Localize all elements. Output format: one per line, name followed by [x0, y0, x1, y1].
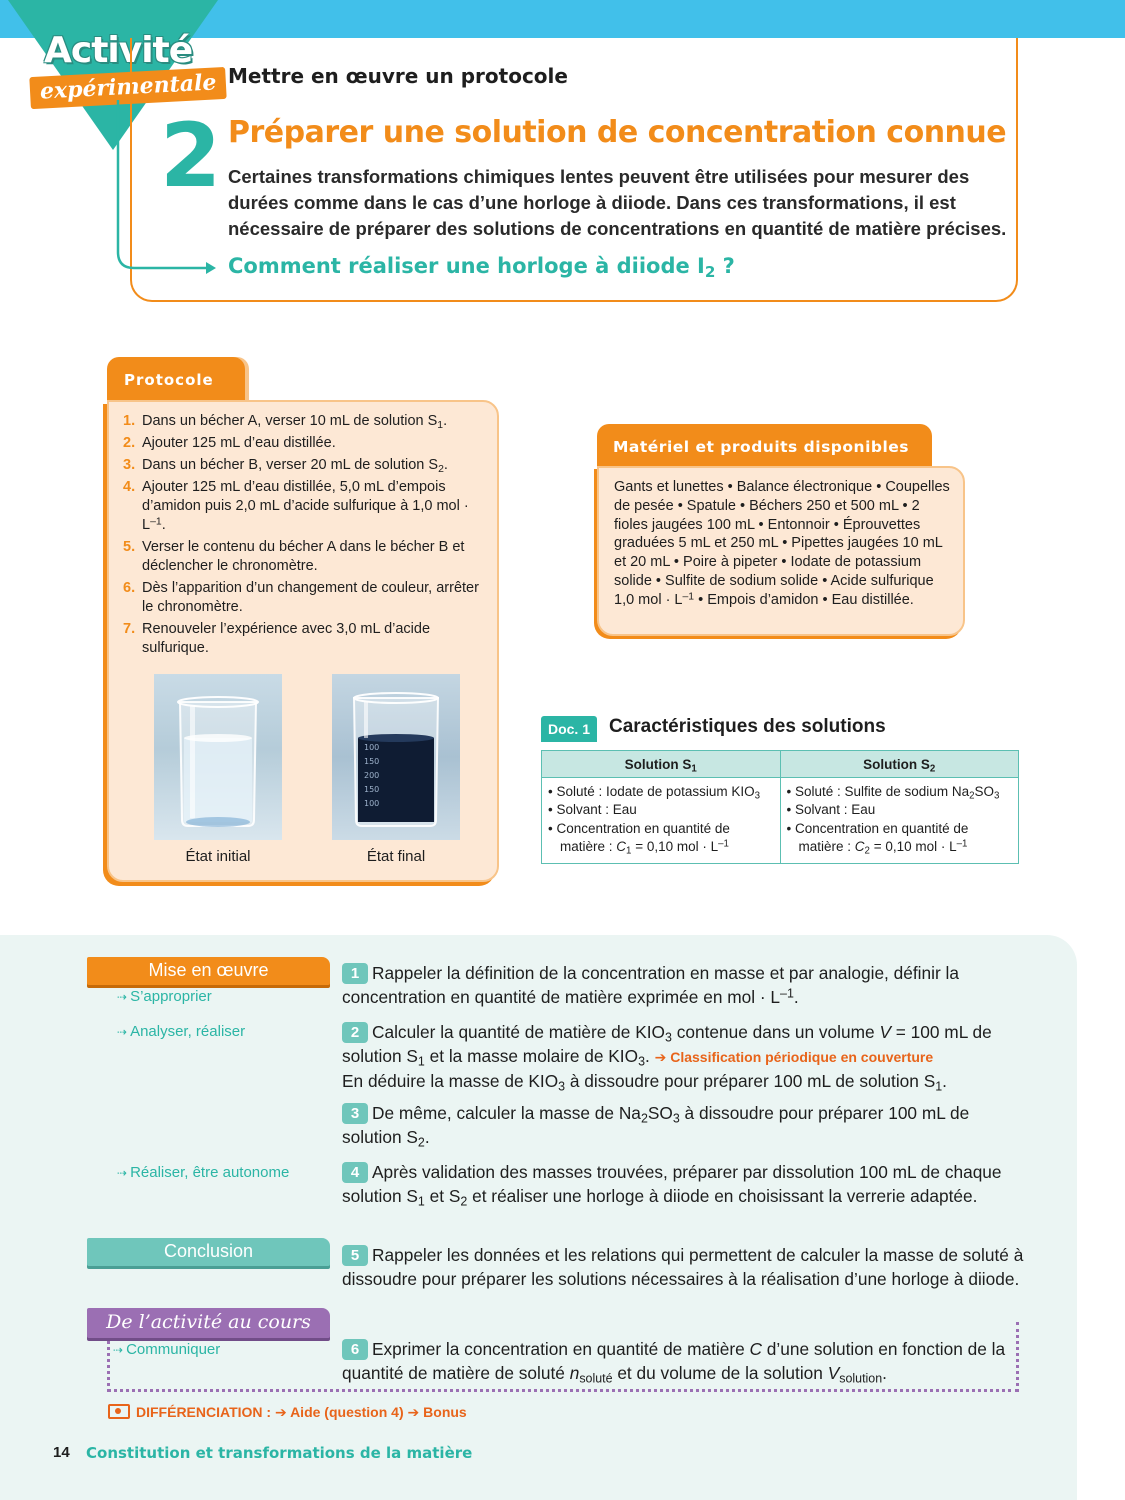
list-item: 2. Ajouter 125 mL d’eau distillée. [123, 435, 336, 451]
protocole-box [107, 400, 499, 882]
beaker-mark: 100 [364, 799, 380, 808]
list-item: 1. Dans un bécher A, verser 10 mL de solution $S_1$. [123, 413, 448, 431]
dotted-arrow-icon: ⇢ [113, 1343, 124, 1357]
beaker-dark-icon [332, 674, 460, 840]
question-number: 4 [342, 1162, 368, 1183]
mise-en-oeuvre-tag: Mise en œuvre [87, 957, 330, 985]
dotted-arrow-icon: ⇢ [117, 1025, 128, 1039]
skill-s-approprier: ⇢ S’approprier [117, 988, 212, 1005]
question-2: 2 Calculer la quantité de matière de $KIO_3$ contenue dans un volume V = 100 mL de solution $S_1$ et la masse molaire de $KIO_3$. ➔ Classification périodique en couverture En déduire la masse de $KIO_3$ à dissoudre pour préparer 100 mL de solution $S_1$. [342, 1022, 992, 1094]
differenciation-bar: DIFFÉRENCIATION : ➔ Aide (question 4) ➔ Bonus [108, 1404, 467, 1421]
dotted-arrow-icon: ⇢ [117, 990, 128, 1004]
dotted-arrow-icon: ⇢ [117, 1166, 128, 1180]
question-number: 5 [342, 1245, 368, 1266]
chapter-title: Constitution et transformations de la matière [86, 1444, 473, 1462]
question-number: 3 [342, 1103, 368, 1124]
skill-realiser: ⇢ Réaliser, être autonome [117, 1164, 290, 1181]
skill-communiquer: ⇢ Communiquer [113, 1341, 221, 1358]
question-number: 1 [342, 963, 368, 984]
beaker-mark: 100 [364, 743, 380, 752]
caption-initial: État initial [185, 848, 251, 865]
list-item: 6. Dès l’apparition d’un changement de couleur, arrêter le chronomètre. [123, 580, 479, 615]
question-3: 3 De même, calculer la masse de $Na_2SO_3$ à dissoudre pour préparer 100 mL de solution $S_2$. [342, 1103, 970, 1150]
list-item: 5. Verser le contenu du bécher A dans le bécher B et déclencher le chronomètre. [123, 539, 465, 574]
list-item: 7. Renouveler l’expérience avec 3,0 mL d’acide sulfurique. [123, 621, 431, 656]
concentration-line: • Concentration en quantité de matière : $C_2 = 0,10$ mol · $L^{-1}$ [786, 820, 969, 857]
beaker-clear-icon [154, 674, 282, 840]
solute-line: • Soluté : Iodate de potassium $KIO_3$ [548, 784, 760, 802]
table-header-cell: Solution $S_2$ [780, 751, 1019, 778]
guiding-question: Comment réaliser une horloge à diiode $I_2$ ? [228, 254, 735, 282]
table-cell [542, 778, 781, 864]
solvant-line: • Solvant : Eau [548, 802, 637, 818]
table-header-cell: Solution $S_1$ [542, 751, 781, 778]
cours-tag: De l’activité au cours [87, 1308, 330, 1338]
activity-number: 2 [160, 104, 222, 207]
materiel-tab [597, 424, 932, 470]
page-title: Préparer une solution de concentration connue [228, 115, 1007, 150]
concentration-line: • Concentration en quantité de matière : $C_1 = 0,10$ mol · $L^{-1}$ [548, 820, 730, 857]
table-row [542, 778, 1019, 864]
question-1: 1 Rappeler la définition de la concentration en masse et par analogie, définir la concentration en quantité de matière exprimée en mol · $L^{-1}$. [342, 963, 959, 1007]
beaker-initial-photo [154, 674, 282, 840]
screen-icon [108, 1404, 130, 1419]
doc-badge: Doc. 1 [541, 716, 597, 742]
table-header-row [542, 751, 1019, 778]
beaker-mark: 150 [364, 785, 380, 794]
activity-badge-title: Activité [44, 30, 193, 71]
reference-link[interactable]: ➔ Classification périodique en couverture [654, 1049, 934, 1065]
table-cell [780, 778, 1019, 864]
solvant-line: • Solvant : Eau [786, 802, 876, 818]
skill-analyser: ⇢ Analyser, réaliser [117, 1023, 246, 1040]
question-5: 5 Rappeler les données et les relations qui permettent de calculer la masse de soluté à dissoudre pour préparer les solutions nécessaires à la réalisation d’une horloge à diiode. [342, 1245, 1024, 1289]
beaker-mark: 150 [364, 757, 380, 766]
beaker-mark: 200 [364, 771, 380, 780]
question-number: 2 [342, 1022, 368, 1043]
question-number: 6 [342, 1339, 368, 1360]
materiel-list: Gants et lunettes • Balance électronique • Coupelles de pesée • Spatule • Béchers 250 et 500 mL • 2 fioles jaugées 100 mL • Entonnoir • Éprouvettes graduées 5 mL et 250 mL • Pipettes jaugées 10 mL et 20 mL • Poire à pipeter • Iodate de potassium solide • Sulfite de sodium solide • Acide sulfurique 1,0 mol · $L^{-1}$ • Empois d’amidon • Eau distillée. [614, 479, 950, 608]
conclusion-tag: Conclusion [87, 1238, 330, 1266]
protocole-label: Protocole [124, 371, 214, 389]
intro-paragraph: Certaines transformations chimiques lentes peuvent être utilisées pour mesurer des durées comme dans le cas d’une horloge à diiode. Dans ces transformations, il est nécessaire de préparer des solutions de concentrations en quantité de matière précises. [228, 166, 1007, 239]
doc-title: Caractéristiques des solutions [609, 716, 886, 737]
protocole-tab [107, 357, 245, 405]
solute-line: • Soluté : Sulfite de sodium $Na_2SO_3$ [786, 784, 1000, 802]
list-item: 3. Dans un bécher B, verser 20 mL de solution $S_2$. [123, 457, 448, 475]
question-6: 6 Exprimer la concentration en quantité de matière C d’une solution en fonction de la quantité de matière de soluté $n_{soluté}$ et du volume de la solution $V_{solution}$. [342, 1339, 1006, 1386]
list-item: 4. Ajouter 125 mL d’eau distillée, 5,0 mL d’empois d’amidon puis 2,0 mL d’acide sulfurique à 1,0 mol · $L^{-1}$. [123, 479, 469, 533]
caption-final: État final [366, 848, 426, 865]
protocole-list [123, 412, 483, 661]
materiel-box [597, 466, 965, 636]
page-number: 14 [53, 1444, 70, 1461]
activity-badge-subtitle: expérimentale [29, 67, 227, 109]
question-4: 4 Après validation des masses trouvées, préparer par dissolution 100 mL de chaque solution $S_1$ et $S_2$ et réaliser une horloge à diiode en choisissant la verrerie adaptée. [342, 1162, 1002, 1209]
aide-link[interactable]: ➔ Aide (question 4) [274, 1404, 404, 1420]
materiel-label: Matériel et produits disponibles [613, 438, 910, 456]
skill-title: Mettre en œuvre un protocole [228, 64, 568, 88]
beaker-final-photo [332, 674, 460, 840]
solutions-table [541, 750, 1019, 864]
bonus-link[interactable]: ➔ Bonus [407, 1404, 467, 1420]
